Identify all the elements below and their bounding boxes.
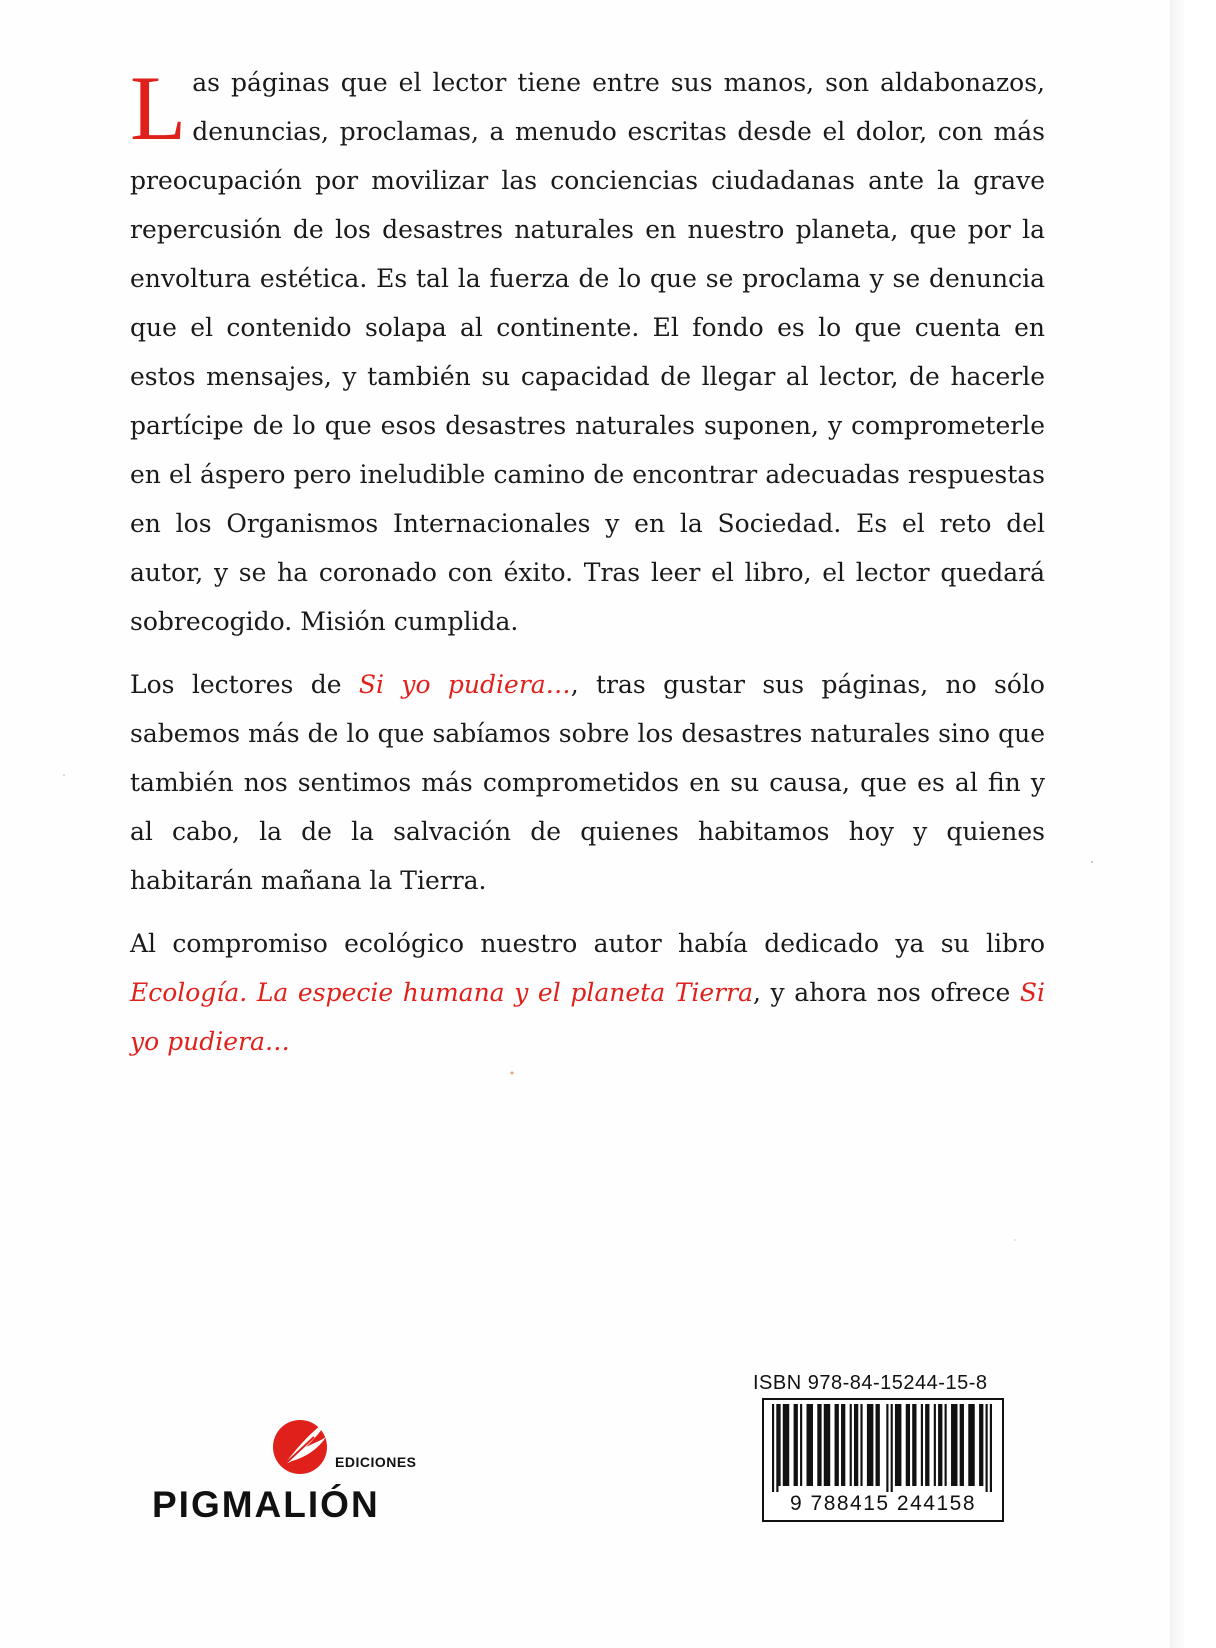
paragraph-3-middle: , y ahora nos ofrece (752, 978, 1020, 1007)
drop-cap-letter: L (130, 57, 187, 159)
barcode-bar (794, 1404, 798, 1486)
paragraph-2-before: Los lectores de (130, 670, 359, 699)
barcode-bar (800, 1404, 802, 1486)
barcode-bar (817, 1404, 821, 1486)
paragraph-2-after: , tras gustar sus páginas, no sólo sabemos más de lo que sabíamos sobre los desastres naturales sino que también nos sentimos más comprometidos en su causa, que es al fin y al cabo, la de la salvación de quienes habitamos hoy y quienes habitarán mañana la Tierra. (130, 670, 1045, 895)
barcode-bar (835, 1404, 839, 1486)
barcode-bar (841, 1404, 845, 1486)
barcode-bar (938, 1404, 942, 1486)
barcode-bar (921, 1404, 923, 1486)
barcode-bar (925, 1404, 929, 1486)
barcode-bar (850, 1404, 852, 1486)
barcode-bar (854, 1404, 858, 1486)
barcode-bar (778, 1404, 780, 1486)
publisher-name: PIGMALIÓN (152, 1484, 380, 1525)
book-title-reference-2: Si yo pudiera… (130, 978, 1045, 1056)
previous-book-title: Ecología. La especie humana y el planeta Tierra (130, 978, 753, 1007)
barcode-bar (807, 1404, 813, 1486)
barcode-bar (783, 1404, 789, 1486)
barcode-bar (986, 1404, 988, 1492)
cover-edge-shadow (1170, 0, 1216, 1648)
barcode-bar (945, 1404, 947, 1486)
barcode-bar (824, 1404, 830, 1486)
publisher-ediciones-label: EDICIONES (335, 1454, 417, 1470)
barcode-bar (776, 1404, 778, 1492)
book-title-reference: Si yo pudiera… (358, 670, 571, 699)
barcode-bar (990, 1404, 992, 1492)
synopsis-text (130, 58, 1045, 1080)
barcode-bar (934, 1404, 936, 1486)
barcode-bars (770, 1404, 996, 1492)
barcode-bar (891, 1404, 893, 1492)
isbn-label: ISBN 978-84-15244-15-8 (753, 1372, 988, 1394)
synopsis-paragraph-2 (130, 660, 1045, 905)
barcode-bar (860, 1404, 862, 1486)
barcode-bar (876, 1404, 880, 1486)
barcode-digits: 9 788415 244158 (764, 1492, 1002, 1516)
synopsis-paragraph-3 (130, 919, 1045, 1066)
barcode-bar (968, 1404, 974, 1486)
paragraph-1-text: as páginas que el lector tiene entre sus manos, son aldabonazos, denuncias, proclamas, a menudo escritas desde el dolor, con más preocupación por movilizar las conciencias ciudadanas ante la grave repercusión de los desastres naturales en nuestro planeta, que por la envoltura estética. Es tal la fuerza de lo que se proclama y se denuncia que el contenido solapa al continente. El fondo es lo que cuenta en estos mensajes, y también su capacidad de llegar al lector, de hacerle partícipe de lo que esos desastres naturales suponen, y comprometerle en el áspero pero ineludible camino de encontrar adecuadas respuestas en los Organismos Internacionales y en la Sociedad. Es el reto del autor, y se ha coronado con éxito. Tras leer el libro, el lector quedará sobrecogido. Misión cumplida. (130, 68, 1045, 636)
barcode-bar (906, 1404, 910, 1486)
isbn-barcode (762, 1398, 1004, 1522)
quill-feather-icon (270, 1409, 340, 1479)
paragraph-3-before: Al compromiso ecológico nuestro autor había dedicado ya su libro (130, 929, 1045, 958)
synopsis-paragraph-1 (130, 58, 1045, 646)
barcode-bar (960, 1404, 964, 1486)
barcode-bar (895, 1404, 901, 1486)
barcode-bar (886, 1404, 888, 1492)
barcode-bar (979, 1404, 983, 1486)
barcode-bar (912, 1404, 916, 1486)
barcode-bar (772, 1404, 774, 1492)
barcode-bar (867, 1404, 873, 1486)
barcode-bar (951, 1404, 957, 1486)
